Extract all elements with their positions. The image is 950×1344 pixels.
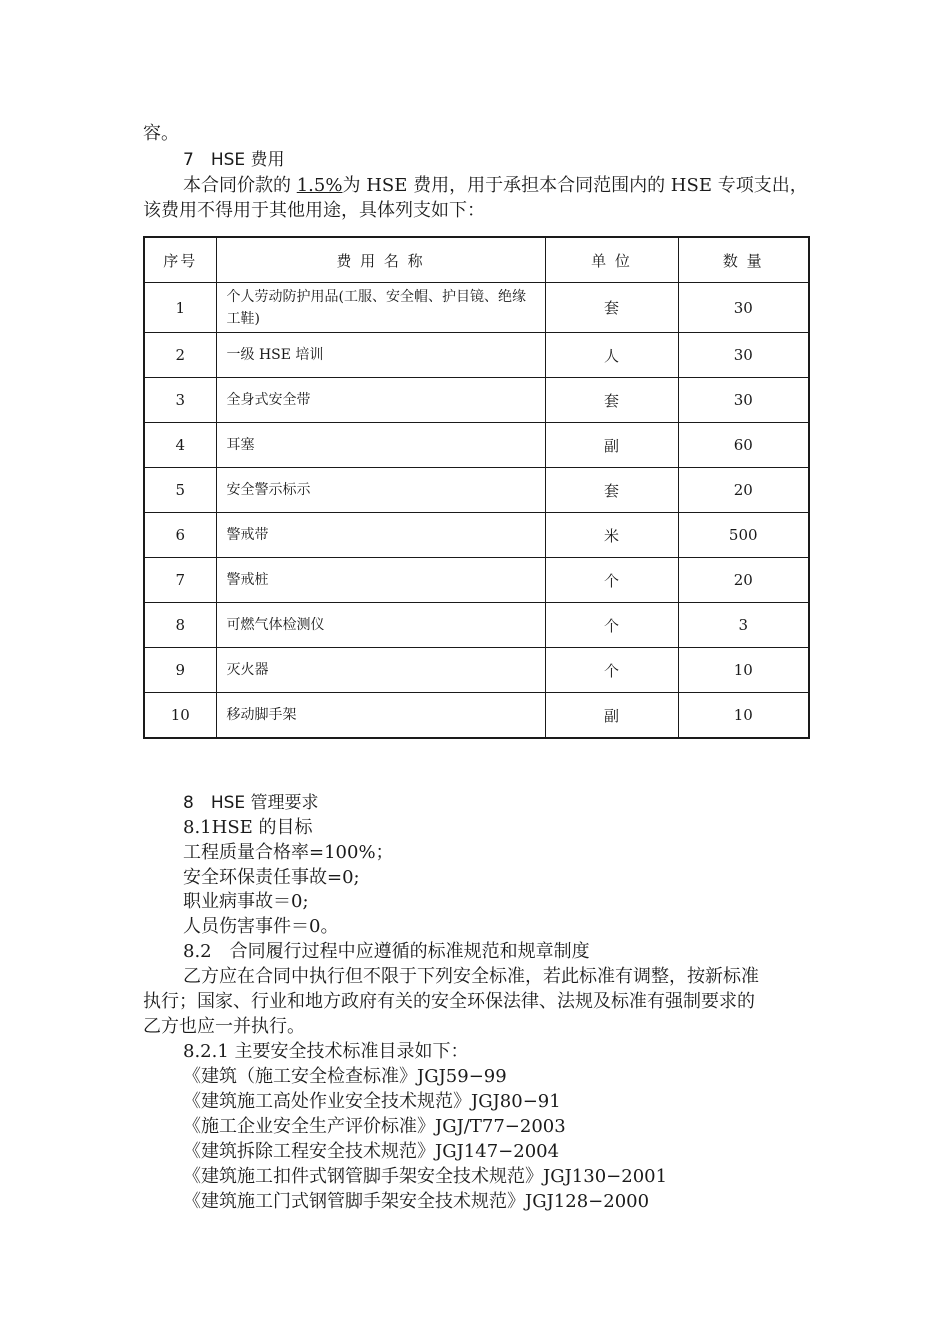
cell-name: 移动脚手架 (216, 693, 545, 739)
cell-name: 耳塞 (216, 423, 545, 468)
goal-item: 人员伤害事件＝0。 (183, 916, 339, 937)
subsection-8-2-1: 8.2.1 主要安全技术标准目录如下： (183, 1041, 469, 1062)
standard-item: 《建筑施工高处作业安全技术规范》JGJ80−91 (183, 1091, 561, 1112)
table-row (144, 558, 809, 603)
cell-unit: 米 (545, 513, 678, 558)
para-pre: 本合同价款的 (183, 175, 297, 196)
table-row (144, 333, 809, 378)
table-header-row (144, 237, 809, 283)
cell-qty: 10 (678, 693, 809, 739)
cell-no: 7 (144, 558, 216, 603)
cell-unit: 个 (545, 603, 678, 648)
subsection-8-2: 8.2 合同履行过程中应遵循的标准规范和规章制度 (183, 941, 590, 962)
cell-name: 警戒桩 (216, 558, 545, 603)
section-8-2-paragraph-line-2: 执行；国家、行业和地方政府有关的安全环保法律、法规及标准有强制要求的 (143, 991, 755, 1012)
cell-qty: 3 (678, 603, 809, 648)
table-row (144, 378, 809, 423)
fee-percent: 1.5% (296, 175, 343, 196)
cell-qty: 30 (678, 333, 809, 378)
cell-no: 4 (144, 423, 216, 468)
cell-unit: 副 (545, 423, 678, 468)
cell-name: 全身式安全带 (216, 378, 545, 423)
header-unit: 单 位 (545, 237, 678, 283)
goal-item: 安全环保责任事故=0; (183, 867, 360, 888)
header-name: 费 用 名 称 (216, 237, 545, 283)
cell-no: 6 (144, 513, 216, 558)
cell-qty: 20 (678, 558, 809, 603)
cell-name: 个人劳动防护用品(工服、安全帽、护目镜、绝缘工鞋) (216, 283, 545, 333)
cell-name: 灭火器 (216, 648, 545, 693)
cell-unit: 人 (545, 333, 678, 378)
table-row (144, 513, 809, 558)
cell-qty: 30 (678, 378, 809, 423)
table-row (144, 693, 809, 739)
cell-name: 一级 HSE 培训 (216, 333, 545, 378)
section-7-paragraph-line-1 (183, 175, 808, 197)
cell-no: 5 (144, 468, 216, 513)
cell-no: 2 (144, 333, 216, 378)
cell-unit: 套 (545, 468, 678, 513)
subsection-8-1: 8.1HSE 的目标 (183, 817, 313, 838)
header-no: 序号 (144, 237, 216, 283)
cell-no: 3 (144, 378, 216, 423)
cell-no: 10 (144, 693, 216, 739)
cell-qty: 20 (678, 468, 809, 513)
hse-fee-table (143, 236, 810, 739)
cell-qty: 10 (678, 648, 809, 693)
cell-unit: 个 (545, 558, 678, 603)
goal-item: 职业病事故＝0; (183, 891, 309, 912)
cell-unit: 个 (545, 648, 678, 693)
section-7-paragraph-line-2: 该费用不得用于其他用途，具体列支如下： (143, 200, 485, 221)
cell-qty: 500 (678, 513, 809, 558)
cell-qty: 60 (678, 423, 809, 468)
section-8-heading: 8 HSE 管理要求 (183, 793, 319, 813)
header-qty: 数 量 (678, 237, 809, 283)
cell-unit: 套 (545, 283, 678, 333)
standard-item: 《建筑施工门式钢管脚手架安全技术规范》JGJ128−2000 (183, 1191, 650, 1212)
cell-name: 可燃气体检测仪 (216, 603, 545, 648)
cell-no: 8 (144, 603, 216, 648)
para-post: 为 HSE 费用，用于承担本合同范围内的 HSE 专项支出， (342, 175, 808, 196)
cell-name: 安全警示标示 (216, 468, 545, 513)
table-row (144, 423, 809, 468)
cell-unit: 套 (545, 378, 678, 423)
section-7-heading: 7 HSE 费用 (183, 150, 285, 170)
section-8-2-paragraph-line-3: 乙方也应一并执行。 (143, 1016, 305, 1037)
table-row (144, 648, 809, 693)
standard-item: 《建筑施工扣件式钢管脚手架安全技术规范》JGJ130−2001 (183, 1166, 668, 1187)
goal-item: 工程质量合格率=100%； (183, 842, 394, 863)
standard-item: 《建筑（施工安全检查标准》JGJ59−99 (183, 1066, 507, 1087)
intro-tail-text: 容。 (143, 123, 179, 144)
table-row (144, 283, 809, 333)
cell-no: 9 (144, 648, 216, 693)
cell-no: 1 (144, 283, 216, 333)
cell-name: 警戒带 (216, 513, 545, 558)
section-8-2-paragraph-line-1: 乙方应在合同中执行但不限于下列安全标准，若此标准有调整，按新标准 (183, 966, 759, 987)
cell-qty: 30 (678, 283, 809, 333)
table-row (144, 603, 809, 648)
standard-item: 《建筑拆除工程安全技术规范》JGJ147−2004 (183, 1141, 560, 1162)
table-row (144, 468, 809, 513)
cell-unit: 副 (545, 693, 678, 739)
standard-item: 《施工企业安全生产评价标准》JGJ/T77−2003 (183, 1116, 566, 1137)
